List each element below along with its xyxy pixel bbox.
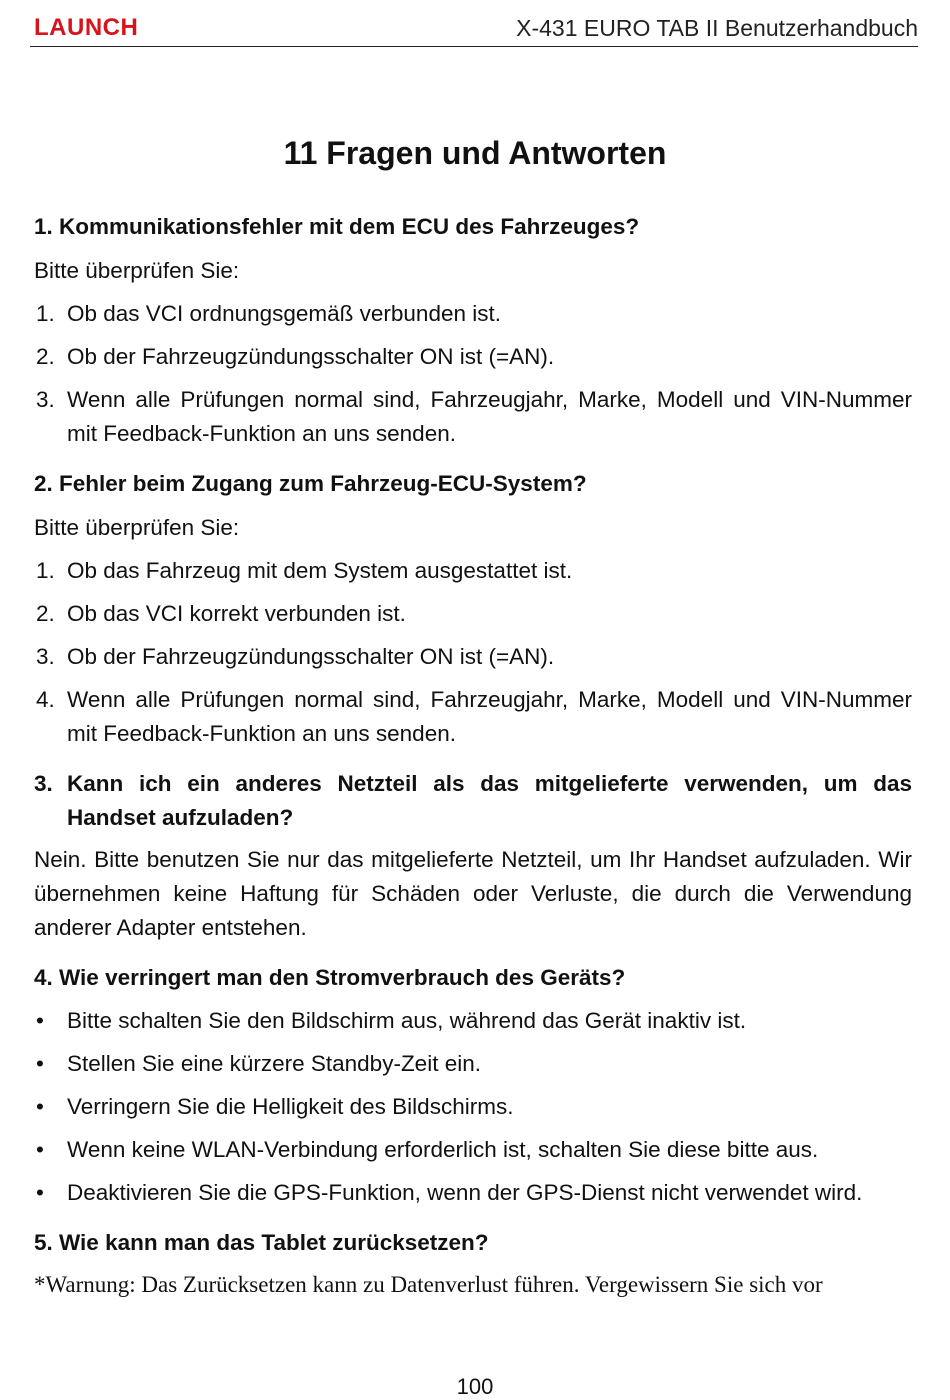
faq-section-2 bbox=[34, 467, 912, 751]
question-heading bbox=[34, 767, 912, 835]
list-text: Wenn alle Prüfungen normal sind, Fahrzeugjahr, Marke, Modell und VIN-Nummer mit Feedback-Funktion an uns senden. bbox=[67, 687, 912, 746]
list-item bbox=[34, 297, 912, 331]
warning-text: *Warnung: Das Zurücksetzen kann zu Datenverlust führen. Vergewissern Sie sich vor bbox=[34, 1272, 823, 1297]
answer-text: Nein. Bitte benutzen Sie nur das mitgelieferte Netzteil, um Ihr Handset aufzuladen. Wir übernehmen keine Haftung für Schäden oder Verluste, die durch die Verwendung anderer Adapter entstehen. bbox=[34, 847, 912, 940]
list-number: 1. bbox=[36, 301, 55, 326]
intro-text: Bitte überprüfen Sie: bbox=[34, 515, 240, 540]
list-item bbox=[34, 1176, 912, 1210]
list-text: Bitte schalten Sie den Bildschirm aus, während das Gerät inaktiv ist. bbox=[67, 1008, 747, 1033]
list-item bbox=[34, 1090, 912, 1124]
list-text: Ob der Fahrzeugzündungsschalter ON ist (=AN). bbox=[67, 644, 555, 669]
faq-section-4 bbox=[34, 961, 912, 1210]
list-item bbox=[34, 683, 912, 751]
question-heading: 2. Fehler beim Zugang zum Fahrzeug-ECU-System? bbox=[34, 471, 587, 496]
list-number: 1. bbox=[36, 558, 55, 583]
list-number: 3. bbox=[36, 644, 55, 669]
list-text: Ob das Fahrzeug mit dem System ausgestattet ist. bbox=[67, 558, 573, 583]
list-item bbox=[34, 554, 912, 588]
list-text: Wenn alle Prüfungen normal sind, Fahrzeugjahr, Marke, Modell und VIN-Nummer mit Feedback-Funktion an uns senden. bbox=[67, 387, 912, 446]
document-title: X-431 EURO TAB II Benutzerhandbuch bbox=[516, 15, 918, 41]
list-text: Wenn keine WLAN-Verbindung erforderlich ist, schalten Sie diese bitte aus. bbox=[67, 1137, 819, 1162]
bullet-list bbox=[34, 1004, 912, 1210]
list-text: Stellen Sie eine kürzere Standby-Zeit ein. bbox=[67, 1051, 481, 1076]
list-item bbox=[34, 383, 912, 451]
question-heading: 5. Wie kann man das Tablet zurücksetzen? bbox=[34, 1230, 489, 1255]
list-text: Ob das VCI korrekt verbunden ist. bbox=[67, 601, 406, 626]
list-number: 3. bbox=[36, 387, 55, 412]
chapter-title: 11 Fragen und Antworten bbox=[283, 135, 667, 171]
list-number: 2. bbox=[36, 601, 55, 626]
faq-section-5 bbox=[34, 1226, 912, 1302]
list-number: 2. bbox=[36, 344, 55, 369]
bullet-icon: • bbox=[36, 1008, 44, 1033]
faq-section-1 bbox=[34, 210, 912, 451]
question-text: Kann ich ein anderes Netzteil als das mitgelieferte verwenden, um das Handset aufzuladen? bbox=[67, 771, 912, 830]
bullet-icon: • bbox=[36, 1094, 44, 1119]
list-item bbox=[34, 1133, 912, 1167]
page-content bbox=[34, 210, 912, 1325]
list-text: Verringern Sie die Helligkeit des Bildschirms. bbox=[67, 1094, 514, 1119]
list-text: Deaktivieren Sie die GPS-Funktion, wenn der GPS-Dienst nicht verwendet wird. bbox=[67, 1180, 863, 1205]
question-heading: 1. Kommunikationsfehler mit dem ECU des Fahrzeuges? bbox=[34, 214, 640, 239]
question-number: 3. bbox=[34, 771, 53, 796]
list-item bbox=[34, 340, 912, 374]
list-item bbox=[34, 1047, 912, 1081]
bullet-icon: • bbox=[36, 1137, 44, 1162]
page-header bbox=[30, 10, 918, 47]
bullet-icon: • bbox=[36, 1051, 44, 1076]
faq-section-3 bbox=[34, 767, 912, 945]
question-heading: 4. Wie verringert man den Stromverbrauch des Geräts? bbox=[34, 965, 626, 990]
list-item bbox=[34, 640, 912, 674]
list-text: Ob das VCI ordnungsgemäß verbunden ist. bbox=[67, 301, 501, 326]
list-text: Ob der Fahrzeugzündungsschalter ON ist (=AN). bbox=[67, 344, 555, 369]
page-number: 100 bbox=[456, 1374, 494, 1399]
list-item bbox=[34, 597, 912, 631]
bullet-icon: • bbox=[36, 1180, 44, 1205]
list-number: 4. bbox=[36, 687, 55, 712]
list-item bbox=[34, 1004, 912, 1038]
launch-logo: LAUNCH bbox=[34, 14, 139, 41]
intro-text: Bitte überprüfen Sie: bbox=[34, 258, 240, 283]
